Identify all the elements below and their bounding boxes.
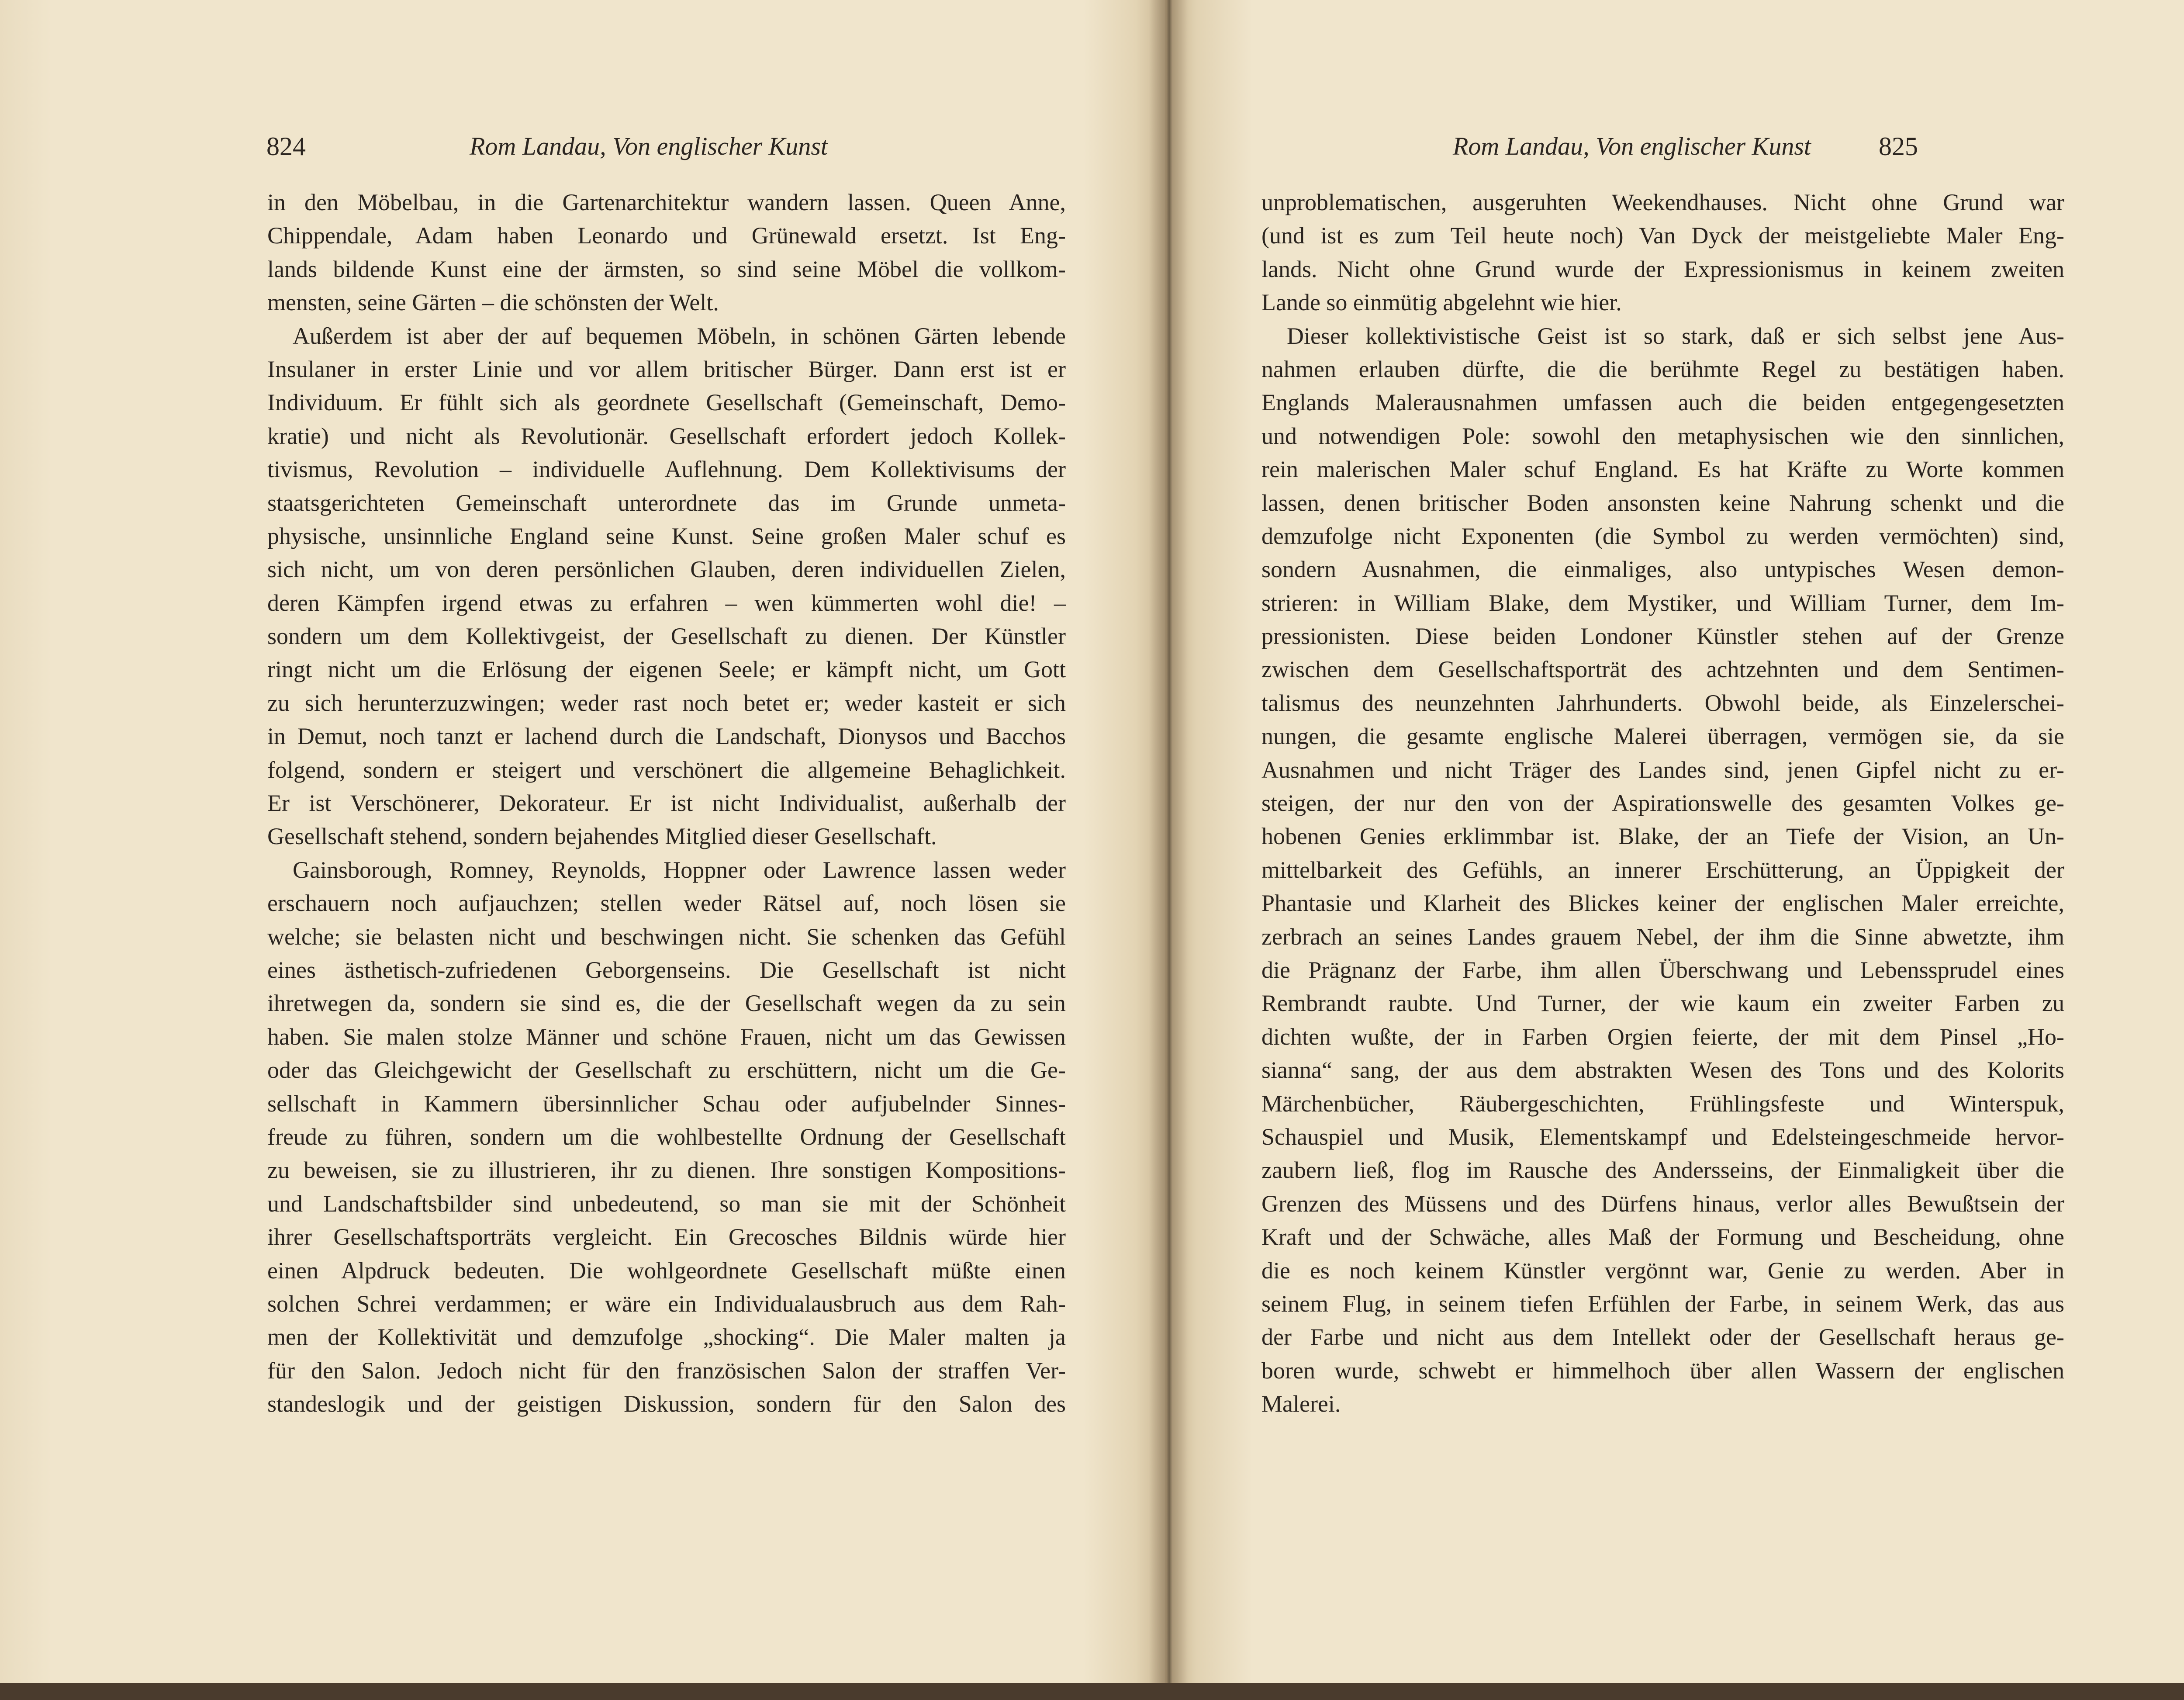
text-line: physische, unsinnliche England seine Kunst. Seine großen Maler schuf es xyxy=(267,523,1066,549)
text-line: hobenen Genies erklimmbar ist. Blake, der an Tiefe der Vision, an Un- xyxy=(1261,823,2064,850)
text-line: Phantasie und Klarheit des Blickes keiner der englischen Maler erreichte, xyxy=(1261,890,2064,917)
text-line: ihrer Gesellschaftsporträts vergleicht. Ein Grecosches Bildnis würde hier xyxy=(267,1224,1066,1250)
text-line: eines ästhetisch-zufriedenen Geborgenseins. Die Gesellschaft ist nicht xyxy=(267,956,1066,983)
text-line: zu beweisen, sie zu illustrieren, ihr zu dienen. Ihre sonstigen Kompositions- xyxy=(267,1157,1066,1184)
text-line: Dieser kollektivistische Geist ist so stark, daß er sich selbst jene Aus- xyxy=(1287,322,2064,349)
right-running-title: Rom Landau, Von englischer Kunst xyxy=(1453,132,1811,160)
text-line: dichten wußte, der in Farben Orgien feierte, der mit dem Pinsel „Ho- xyxy=(1261,1023,2064,1050)
text-line: zerbrach an seines Landes grauem Nebel, der ihm die Sinne abwetzte, ihm xyxy=(1261,923,2064,950)
right-body-text xyxy=(1261,186,2064,1420)
text-line: Englands Malerausnahmen umfassen auch die beiden entgegengesetzten xyxy=(1261,389,2064,416)
text-line: strieren: in William Blake, dem Mystiker, und William Turner, dem Im- xyxy=(1261,589,2064,616)
text-line: Ausnahmen und nicht Träger des Landes sind, jenen Gipfel nicht zu er- xyxy=(1261,756,2064,783)
text-line: lands bildende Kunst eine der ärmsten, so sind seine Möbel die vollkom- xyxy=(267,256,1066,282)
text-line: Rembrandt raubte. Und Turner, der wie kaum ein zweiter Farben zu xyxy=(1261,990,2064,1017)
text-line: folgend, sondern er steigert und verschönert die allgemeine Behaglichkeit. xyxy=(267,756,1066,783)
text-line: mensten, seine Gärten – die schönsten der Welt. xyxy=(267,289,719,316)
text-line: rein malerischen Maler schuf England. Es hat Kräfte zu Worte kommen xyxy=(1261,456,2064,483)
text-line: sianna“ sang, der aus dem abstrakten Wesen des Tons und des Kolorits xyxy=(1261,1057,2064,1084)
text-line: in den Möbelbau, in die Gartenarchitektur wandern lassen. Queen Anne, xyxy=(267,189,1066,215)
text-line: staatsgerichteten Gemeinschaft unterordnete das im Grunde unmeta- xyxy=(267,489,1066,516)
text-line: der Farbe und nicht aus dem Intellekt oder der Gesellschaft heraus ge- xyxy=(1261,1324,2064,1350)
left-running-title: Rom Landau, Von englischer Kunst xyxy=(470,132,828,160)
text-line: Individuum. Er fühlt sich als geordnete Gesellschaft (Gemeinschaft, Demo- xyxy=(267,389,1066,416)
text-line: seinem Flug, in seinem tiefen Erfühlen der Farbe, in seinem Werk, das aus xyxy=(1261,1290,2064,1317)
right-page xyxy=(1165,0,2184,1700)
left-body-text xyxy=(267,186,1066,1420)
text-line: mittelbarkeit des Gefühls, an innerer Erschütterung, an Üppigkeit der xyxy=(1261,856,2064,883)
text-line: ihretwegen da, sondern sie sind es, die der Gesellschaft wegen da zu sein xyxy=(267,990,1066,1017)
text-line: Er ist Verschönerer, Dekorateur. Er ist nicht Individualist, außerhalb der xyxy=(267,790,1066,817)
text-line: kratie) und nicht als Revolutionär. Gesellschaft erfordert jedoch Kollek- xyxy=(267,422,1066,449)
text-line: Chippendale, Adam haben Leonardo und Grünewald ersetzt. Ist Eng- xyxy=(267,222,1066,249)
text-line: freude zu führen, sondern um die wohlbestellte Ordnung der Gesellschaft xyxy=(267,1123,1066,1150)
text-line: sondern um dem Kollektivgeist, der Gesellschaft zu dienen. Der Künstler xyxy=(267,623,1066,650)
book-gutter xyxy=(1149,0,1188,1700)
text-line: boren wurde, schwebt er himmelhoch über allen Wassern der englischen xyxy=(1261,1357,2064,1384)
text-line: talismus des neunzehnten Jahrhunderts. Obwohl beide, als Einzelerschei- xyxy=(1261,689,2064,716)
text-line: Außerdem ist aber der auf bequemen Möbeln, in schönen Gärten lebende xyxy=(293,322,1066,349)
text-line: unproblematischen, ausgeruhten Weekendhauses. Nicht ohne Grund war xyxy=(1261,189,2064,215)
text-line: men der Kollektivität und demzufolge „shocking“. Die Maler malten ja xyxy=(267,1324,1066,1350)
left-running-head xyxy=(266,127,1066,166)
text-line: die Prägnanz der Farbe, ihm allen Überschwang und Lebenssprudel eines xyxy=(1261,956,2064,983)
text-line: tivismus, Revolution – individuelle Auflehnung. Dem Kollektivisums der xyxy=(267,456,1066,483)
text-line: und notwendigen Pole: sowohl den metaphysischen wie den sinnlichen, xyxy=(1261,422,2064,449)
text-line: erschauern noch aufjauchzen; stellen weder Rätsel auf, noch lösen sie xyxy=(267,890,1066,917)
text-line: standeslogik und der geistigen Diskussion, sondern für den Salon des xyxy=(267,1391,1066,1417)
text-line: sondern Ausnahmen, die einmaliges, also untypisches Wesen demon- xyxy=(1261,556,2064,583)
right-running-head xyxy=(1261,127,1918,166)
text-line: nahmen erlauben dürfte, die die berühmte Regel zu bestätigen haben. xyxy=(1261,356,2064,382)
left-folio: 824 xyxy=(266,132,306,161)
text-line: sellschaft in Kammern übersinnlicher Schau oder aufjubelnder Sinnes- xyxy=(267,1090,1066,1117)
text-line: welche; sie belasten nicht und beschwingen nicht. Sie schenken das Gefühl xyxy=(267,923,1066,950)
text-line: demzufolge nicht Exponenten (die Symbol zu werden vermöchten) sind, xyxy=(1261,523,2064,549)
text-line: (und ist es zum Teil heute noch) Van Dyck der meistgeliebte Maler Eng- xyxy=(1261,222,2064,249)
text-line: steigen, der nur den von der Aspirationswelle des gesamten Volkes ge- xyxy=(1261,790,2064,817)
text-line: Grenzen des Müssens und des Dürfens hinaus, verlor alles Bewußtsein der xyxy=(1261,1190,2064,1217)
bottom-edge xyxy=(0,1683,2184,1700)
text-line: zu sich herunterzuzwingen; weder rast noch betet er; weder kasteit er sich xyxy=(267,689,1066,716)
right-folio: 825 xyxy=(1879,132,1918,161)
text-line: Gainsborough, Romney, Reynolds, Hoppner oder Lawrence lassen weder xyxy=(293,856,1066,883)
text-line: ringt nicht um die Erlösung der eigenen Seele; er kämpft nicht, um Gott xyxy=(267,656,1066,683)
text-line: die es noch keinem Künstler vergönnt war, Genie zu werden. Aber in xyxy=(1261,1257,2064,1284)
text-line: solchen Schrei verdammen; er wäre ein Individualausbruch aus dem Rah- xyxy=(267,1290,1066,1317)
text-line: Lande so einmütig abgelehnt wie hier. xyxy=(1261,289,1622,316)
text-line: deren Kämpfen irgend etwas zu erfahren – wen kümmerten wohl die! – xyxy=(267,589,1066,616)
text-line: sich nicht, um von deren persönlichen Glauben, deren individuellen Zielen, xyxy=(267,556,1066,583)
text-line: nungen, die gesamte englische Malerei überragen, vermögen sie, da sie xyxy=(1261,723,2064,750)
text-line: und Landschaftsbilder sind unbedeutend, so man sie mit der Schönheit xyxy=(267,1190,1066,1217)
text-line: Insulaner in erster Linie und vor allem britischer Bürger. Dann erst ist er xyxy=(267,356,1066,382)
text-line: lands. Nicht ohne Grund wurde der Expressionismus in keinem zweiten xyxy=(1261,256,2064,282)
text-line: Märchenbücher, Räubergeschichten, Frühlingsfeste und Winterspuk, xyxy=(1261,1090,2064,1117)
text-line: zwischen dem Gesellschaftsporträt des achtzehnten und dem Sentimen- xyxy=(1261,656,2064,683)
text-line: Kraft und der Schwäche, alles Maß der Formung und Bescheidung, ohne xyxy=(1261,1224,2064,1250)
text-line: oder das Gleichgewicht der Gesellschaft zu erschüttern, nicht um die Ge- xyxy=(267,1057,1066,1084)
text-line: für den Salon. Jedoch nicht für den französischen Salon der straffen Ver- xyxy=(267,1357,1066,1384)
text-line: haben. Sie malen stolze Männer und schöne Frauen, nicht um das Gewissen xyxy=(267,1023,1066,1050)
text-line: zaubern ließ, flog im Rausche des Andersseins, der Einmaligkeit über die xyxy=(1261,1157,2064,1184)
text-line: lassen, denen britischer Boden ansonsten keine Nahrung schenkt und die xyxy=(1261,489,2064,516)
text-line: einen Alpdruck bedeuten. Die wohlgeordnete Gesellschaft müßte einen xyxy=(267,1257,1066,1284)
text-line: pressionisten. Diese beiden Londoner Künstler stehen auf der Grenze xyxy=(1261,623,2064,650)
text-line: Schauspiel und Musik, Elementskampf und Edelsteingeschmeide hervor- xyxy=(1261,1123,2064,1150)
text-line: in Demut, noch tanzt er lachend durch die Landschaft, Dionysos und Bacchos xyxy=(267,723,1066,750)
text-line: Gesellschaft stehend, sondern bejahendes Mitglied dieser Gesellschaft. xyxy=(267,823,937,850)
text-line: Malerei. xyxy=(1261,1391,1341,1417)
